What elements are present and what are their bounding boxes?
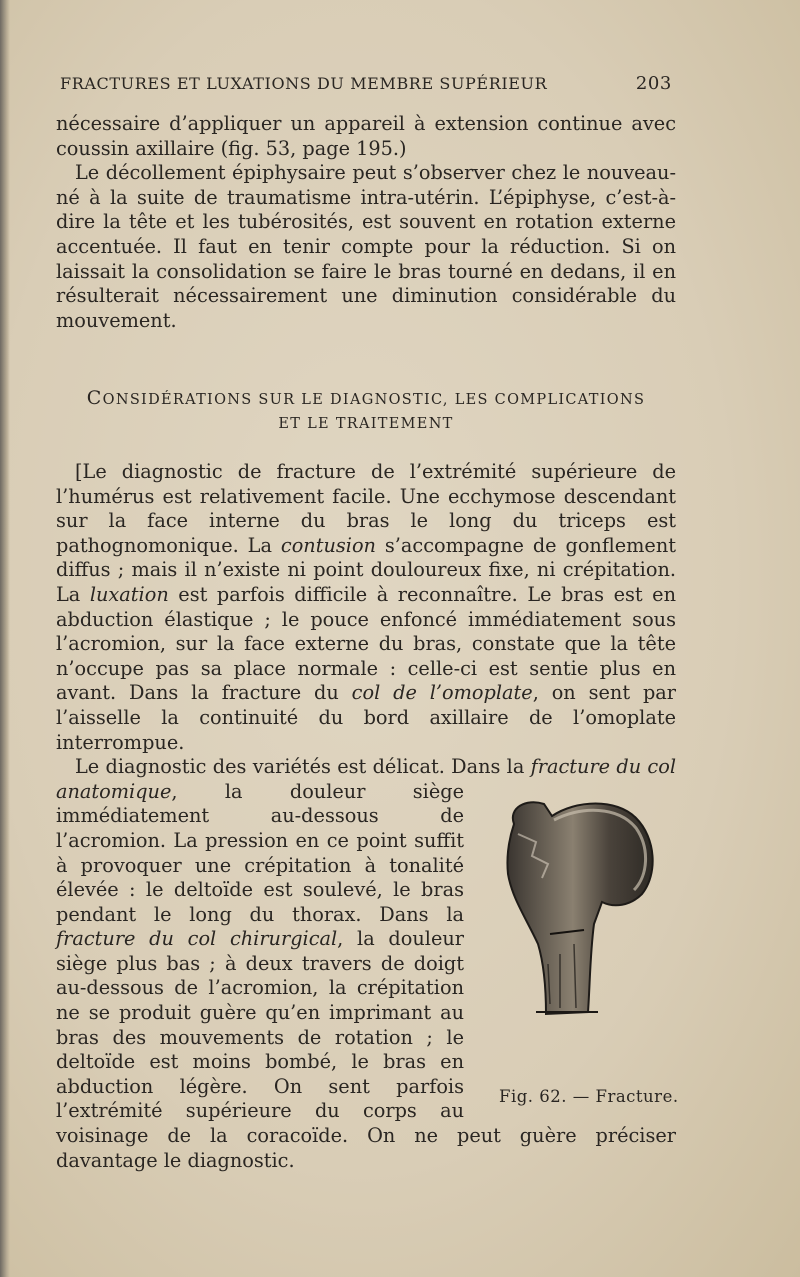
section-heading-line2: ET LE TRAITEMENT — [278, 416, 454, 432]
figure-62 — [476, 790, 679, 1120]
paragraph-varieties: Le diagnostic des variétés est délicat. Dans la fracture du col anatomique Fig. 62. — Fracture. , la douleur siège immédiatement au-dessous de l’acromion. La pression en ce point suffit à provoquer une crépitation à tonalité élevée : le deltoïde est soulevé, le bras pendant le long du thorax. Dans la fracture du col chirurgical, la douleur siège plus bas ; à deux travers de doigt au-dessous de l’acromion, la crépitation ne se produit guère qu’en imprimant au bras des mouvements de rotation ; le deltoïde est moins bombé, le bras en abduction légère. On sent parfois l’extrémité supérieure du corps au voisinage de la coracoïde. On ne peut guère préciser davantage le diagnostic. — [56, 755, 676, 1173]
top-text-block — [56, 112, 676, 333]
figure-caption: Fig. 62. — Fracture. — [499, 1087, 679, 1107]
page-number: 203 — [635, 73, 672, 94]
page-binding-edge — [0, 0, 10, 1277]
running-header — [60, 73, 672, 99]
humerus-fracture-illustration — [486, 794, 666, 1024]
running-title: FRACTURES ET LUXATIONS DU MEMBRE SUPÉRIEUR — [60, 74, 548, 93]
main-text-block — [56, 460, 679, 1173]
paragraph-continuation: nécessaire d’appliquer un appareil à extension continue avec coussin axillaire (fig. 53, page 195.) — [56, 112, 676, 160]
paragraph-epiphysis: Le décollement épiphysaire peut s’observer chez le nouveau-né à la suite de traumatisme intra-utérin. L’épiphyse, c’est-à-dire la tête et les tubérosités, est souvent en rotation externe accentuée. Il faut en tenir compte pour la réduction. Si on laissait la consolidation se faire le bras tourné en dedans, il en résulterait nécessairement une diminution considérable du mouvement. — [56, 161, 676, 332]
section-heading — [56, 386, 676, 436]
paragraph-diagnosis: [Le diagnostic de fracture de l’extrémité supérieure de l’humérus est relativement facile. Une ecchymose descendant sur la face interne du bras le long du triceps est pathognomonique. La contusion s’accompagne de gonflement diffus ; mais il n’existe ni point douloureux fixe, ni crépitation. La luxation est parfois difficile à reconnaître. Le bras est en abduction élastique ; le pouce enfoncé immédiatement sous l’acromion, sur la face externe du bras, constate que la tête n’occupe pas sa place normale : celle-ci est sentie plus en avant. Dans la fracture du col de l’omoplate, on sent par l’aisselle la continuité du bord axillaire de l’omoplate interrompue. — [56, 460, 676, 754]
section-heading-line1: CONSIDÉRATIONS SUR LE DIAGNOSTIC, LES COMPLICATIONS — [86, 387, 646, 409]
